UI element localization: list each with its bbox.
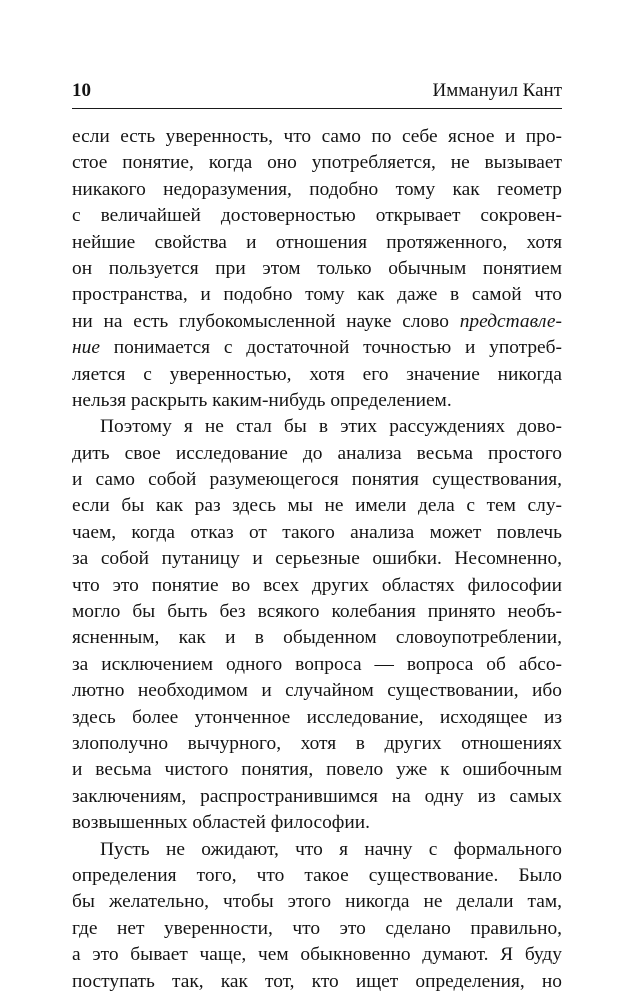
text-line: ние понимается с достаточной точностью и употреб- bbox=[72, 337, 562, 359]
paragraph-3 bbox=[72, 837, 562, 995]
text-line: дить свое исследование до анализа весьма простого bbox=[72, 442, 562, 464]
text-line: бы желательно, чтобы этого никогда не делали там, bbox=[72, 891, 562, 913]
text-line: поступать так, как тот, кто ищет определения, но bbox=[72, 970, 562, 992]
text-line: определения того, что такое существование. Было bbox=[72, 864, 562, 886]
text-line: стое понятие, когда оно употребляется, не вызывает bbox=[72, 152, 562, 174]
text-line: если бы как раз здесь мы не имели дела с тем слу- bbox=[72, 495, 562, 517]
text-line: заключениям, распространившимся на одну из самых bbox=[72, 785, 562, 807]
text-line: пространства, и подобно тому как даже в самой что bbox=[72, 284, 562, 306]
body-text bbox=[72, 124, 562, 995]
text-line: и весьма чистого понятия, повело уже к ошибочным bbox=[72, 759, 562, 781]
emphasized-term: ние bbox=[72, 337, 100, 359]
text-line: могло бы быть без всякого колебания принято необъ- bbox=[72, 601, 562, 623]
emphasized-term: представле- bbox=[459, 310, 562, 332]
text-line: Поэтому я не стал бы в этих рассуждениях дово- bbox=[100, 416, 562, 438]
text-line: ни на есть глубокомысленной науке слово представле- bbox=[72, 310, 562, 332]
text-line: ясненным, как и в обыденном словоупотреблении, bbox=[72, 627, 562, 649]
text-line: чаем, когда отказ от такого анализа может повлечь bbox=[72, 521, 562, 543]
text-line: если есть уверенность, что само по себе ясное и про- bbox=[72, 126, 562, 147]
text-line: возвышенных областей философии. bbox=[72, 812, 370, 834]
header-rule bbox=[72, 108, 562, 109]
text-line: с величайшей достоверностью открывает сокровен- bbox=[72, 205, 562, 227]
page-number: 10 bbox=[72, 80, 91, 101]
text-line: за собой путаницу и серьезные ошибки. Несомненно, bbox=[72, 548, 562, 570]
text-line: и само собой разумеющегося понятия существования, bbox=[72, 469, 562, 491]
paragraph-1 bbox=[72, 124, 562, 414]
text-line: Пусть не ожидают, что я начну с формального bbox=[100, 838, 562, 860]
paragraph-2 bbox=[72, 414, 562, 836]
text-line: злополучно вычурного, хотя в других отношениях bbox=[72, 732, 562, 754]
text-line: ляется с уверенностью, хотя его значение никогда bbox=[72, 363, 562, 385]
text-line: где нет уверенности, что это сделано правильно, bbox=[72, 917, 562, 939]
text-line: никакого недоразумения, подобно тому как геометр bbox=[72, 178, 562, 200]
text-line: нельзя раскрыть каким-нибудь определением. bbox=[72, 389, 452, 411]
text-line: лютно необходимом и случайном существовании, ибо bbox=[72, 680, 562, 702]
text-line: здесь более утонченное исследование, исходящее из bbox=[72, 706, 562, 728]
text-line: а это бывает чаще, чем обыкновенно думают. Я буду bbox=[72, 944, 562, 966]
running-head bbox=[72, 78, 562, 104]
text-line: что это понятие во всех других областях философии bbox=[72, 574, 562, 596]
book-author: Иммануил Кант bbox=[432, 80, 562, 101]
text-line: за исключением одного вопроса — вопроса об абсо- bbox=[72, 653, 562, 675]
text-line: нейшие свойства и отношения протяженного, хотя bbox=[72, 231, 562, 253]
text-line: он пользуется при этом только обычным понятием bbox=[72, 257, 562, 279]
